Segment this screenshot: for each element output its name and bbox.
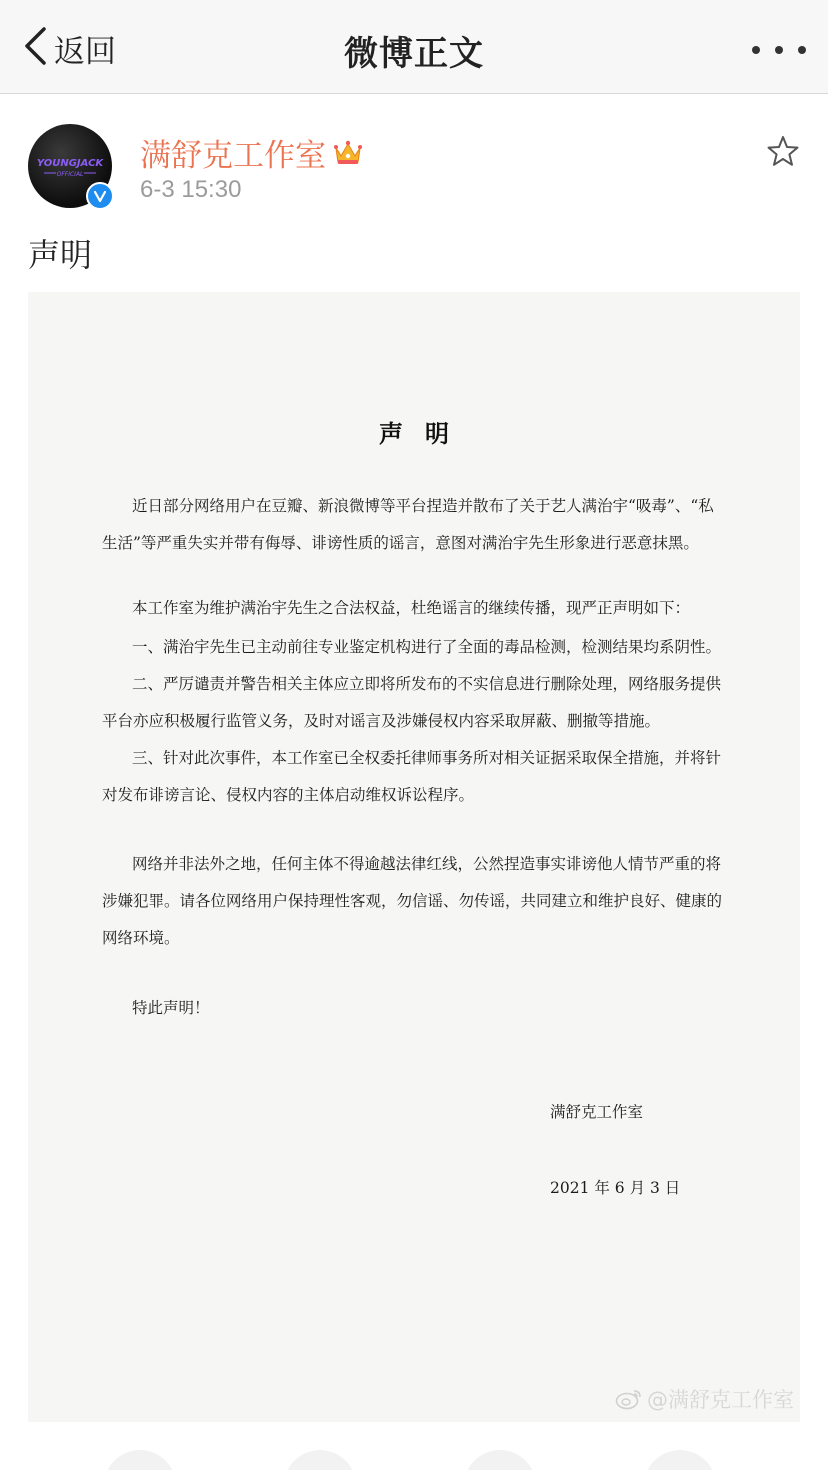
action-circle[interactable] [644, 1450, 716, 1470]
document-signature: 满舒克工作室 [550, 1103, 644, 1121]
avatar-text-primary: YOUNGJACK [36, 158, 104, 169]
weibo-logo-icon [615, 1388, 643, 1410]
weibo-watermark [615, 1384, 794, 1414]
verified-badge-icon [86, 182, 114, 210]
post-text: 声明 [28, 236, 93, 274]
avatar-text-secondary: OFFICIAL [56, 171, 84, 178]
document-paragraph: 二、严厉谴责并警告相关主体应立即将所发布的不实信息进行删除处理，网络服务提供平台亦应积极履行监管义务，及时对谣言及涉嫌侵权内容采取屏蔽、删撤等措施。 [102, 675, 722, 730]
more-dot-icon [752, 46, 760, 54]
post-timestamp: 6-3 15:30 [140, 176, 242, 203]
document-paragraph: 近日部分网络用户在豆瓣、新浪微博等平台捏造并散布了关于艺人满治宇“吸毒”、“私生活”等严重失实并带有侮辱、诽谤性质的谣言，意图对满治宇先生形象进行恶意抹黑。 [102, 497, 714, 552]
statement-image[interactable] [28, 292, 800, 1422]
crown-icon [332, 138, 364, 168]
more-dot-icon [798, 46, 806, 54]
action-circle[interactable] [464, 1450, 536, 1470]
author-row [140, 130, 364, 175]
page-title: 微博正文 [344, 34, 484, 74]
more-dot-icon [775, 46, 783, 54]
document-paragraph: 网络并非法外之地，任何主体不得逾越法律红线，公然捏造事实诽谤他人情节严重的将涉嫌犯罪。请各位网络用户保持理性客观，勿信谣、勿传谣，共同建立和维护良好、健康的网络环境。 [102, 855, 723, 947]
bottom-action-row [0, 1450, 828, 1470]
more-options-button[interactable] [752, 30, 806, 70]
document-date: 2021 年 6 月 3 日 [550, 1179, 681, 1197]
document-paragraph: 一、满治宇先生已主动前往专业鉴定机构进行了全面的毒品检测，检测结果均系阴性。 [132, 638, 722, 656]
action-circle[interactable] [104, 1450, 176, 1470]
author-name[interactable]: 满舒克工作室 [140, 138, 326, 174]
nav-bar [0, 0, 828, 94]
document-closing: 特此声明！ [132, 999, 210, 1017]
action-circle[interactable] [284, 1450, 356, 1470]
favorite-star-icon[interactable] [766, 134, 800, 168]
document-title: 声明 [379, 419, 471, 448]
watermark-text: @满舒克工作室 [647, 1388, 794, 1412]
back-label: 返回 [54, 33, 116, 70]
document-paragraph: 本工作室为维护满治宇先生之合法权益，杜绝谣言的继续传播，现严正声明如下： [132, 599, 691, 617]
document-paragraph: 三、针对此次事件，本工作室已全权委托律师事务所对相关证据采取保全措施，并将针对发布诽谤言论、侵权内容的主体启动维权诉讼程序。 [102, 749, 722, 804]
